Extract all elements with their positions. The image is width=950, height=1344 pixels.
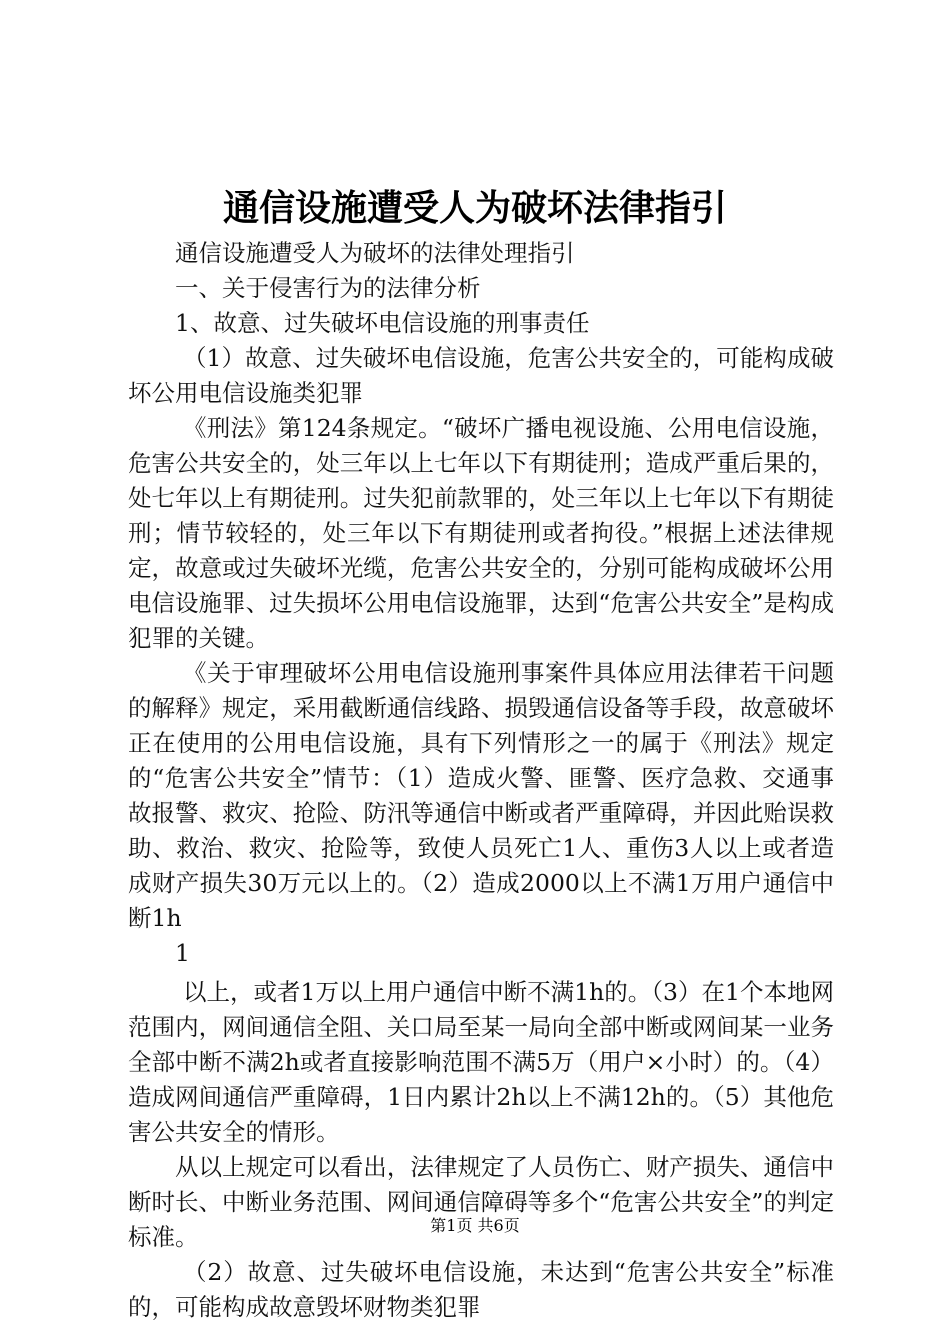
paragraph-criminal-law: 《刑法》第124条规定。“破坏广播电视设施、公用电信设施，危害公共安全的，处三年以上七年以下有期徒刑；造成严重后果的，处七年以上有期徒刑。过失犯前款罪的，处三年以上七年以下有期徒刑；情节较轻的，处三年以下有期徒刑或者拘役。”根据上述法律规定，故意或过失破坏光缆，危害公共安全的，分别可能构成破坏公用电信设施罪、过失损坏公用电信设施罪，达到“危害公共安全”是构成犯罪的关键。 bbox=[128, 414, 834, 652]
document-body bbox=[128, 236, 834, 1325]
subsection-heading: 1、故意、过失破坏电信设施的刑事责任 bbox=[175, 309, 590, 337]
paragraph-item-1: （1）故意、过失破坏电信设施，危害公共安全的，可能构成破坏公用电信设施类犯罪 bbox=[128, 344, 834, 407]
paragraph-subtitle: 通信设施遭受人为破坏的法律处理指引 bbox=[175, 239, 575, 267]
section-heading: 一、关于侵害行为的法律分析 bbox=[175, 274, 481, 302]
page-footer: 第1页 共6页 bbox=[430, 1216, 520, 1235]
paragraph-item-2: （2）故意、过失破坏电信设施，未达到“危害公共安全”标准的，可能构成故意毁坏财物类犯罪 bbox=[128, 1258, 834, 1321]
paragraph-interpretation: 《关于审理破坏公用电信设施刑事案件具体应用法律若干问题的解释》规定，采用截断通信线路、损毁通信设备等手段，故意破坏正在使用的公用电信设施，具有下列情形之一的属于《刑法》规定的“危害公共安全”情节：（1）造成火警、匪警、医疗急救、交通事故报警、救灾、抢险、防汛等通信中断或者严重障碍，并因此贻误救助、救治、救灾、抢险等，致使人员死亡1人、重伤3人以上或者造成财产损失30万元以上的。（2）造成2000以上不满1万用户通信中断1h bbox=[128, 659, 834, 932]
document-title: 通信设施遭受人为破坏法律指引 bbox=[222, 187, 727, 229]
paragraph-continuation: 以上，或者1万以上用户通信中断不满1h的。（3）在1个本地网范围内，网间通信全阻、关口局至某一局向全部中断或网间某一业务全部中断不满2h或者直接影响范围不满5万（用户×小时）的。（4）造成网间通信严重障碍，1日内累计2h以上不满12h的。（5）其他危害公共安全的情形。 bbox=[128, 978, 834, 1146]
paragraph-summary: 从以上规定可以看出，法律规定了人员伤亡、财产损失、通信中断时长、中断业务范围、网间通信障碍等多个“危害公共安全”的判定标准。 bbox=[128, 1153, 834, 1251]
inline-page-number: 1 bbox=[175, 939, 190, 967]
